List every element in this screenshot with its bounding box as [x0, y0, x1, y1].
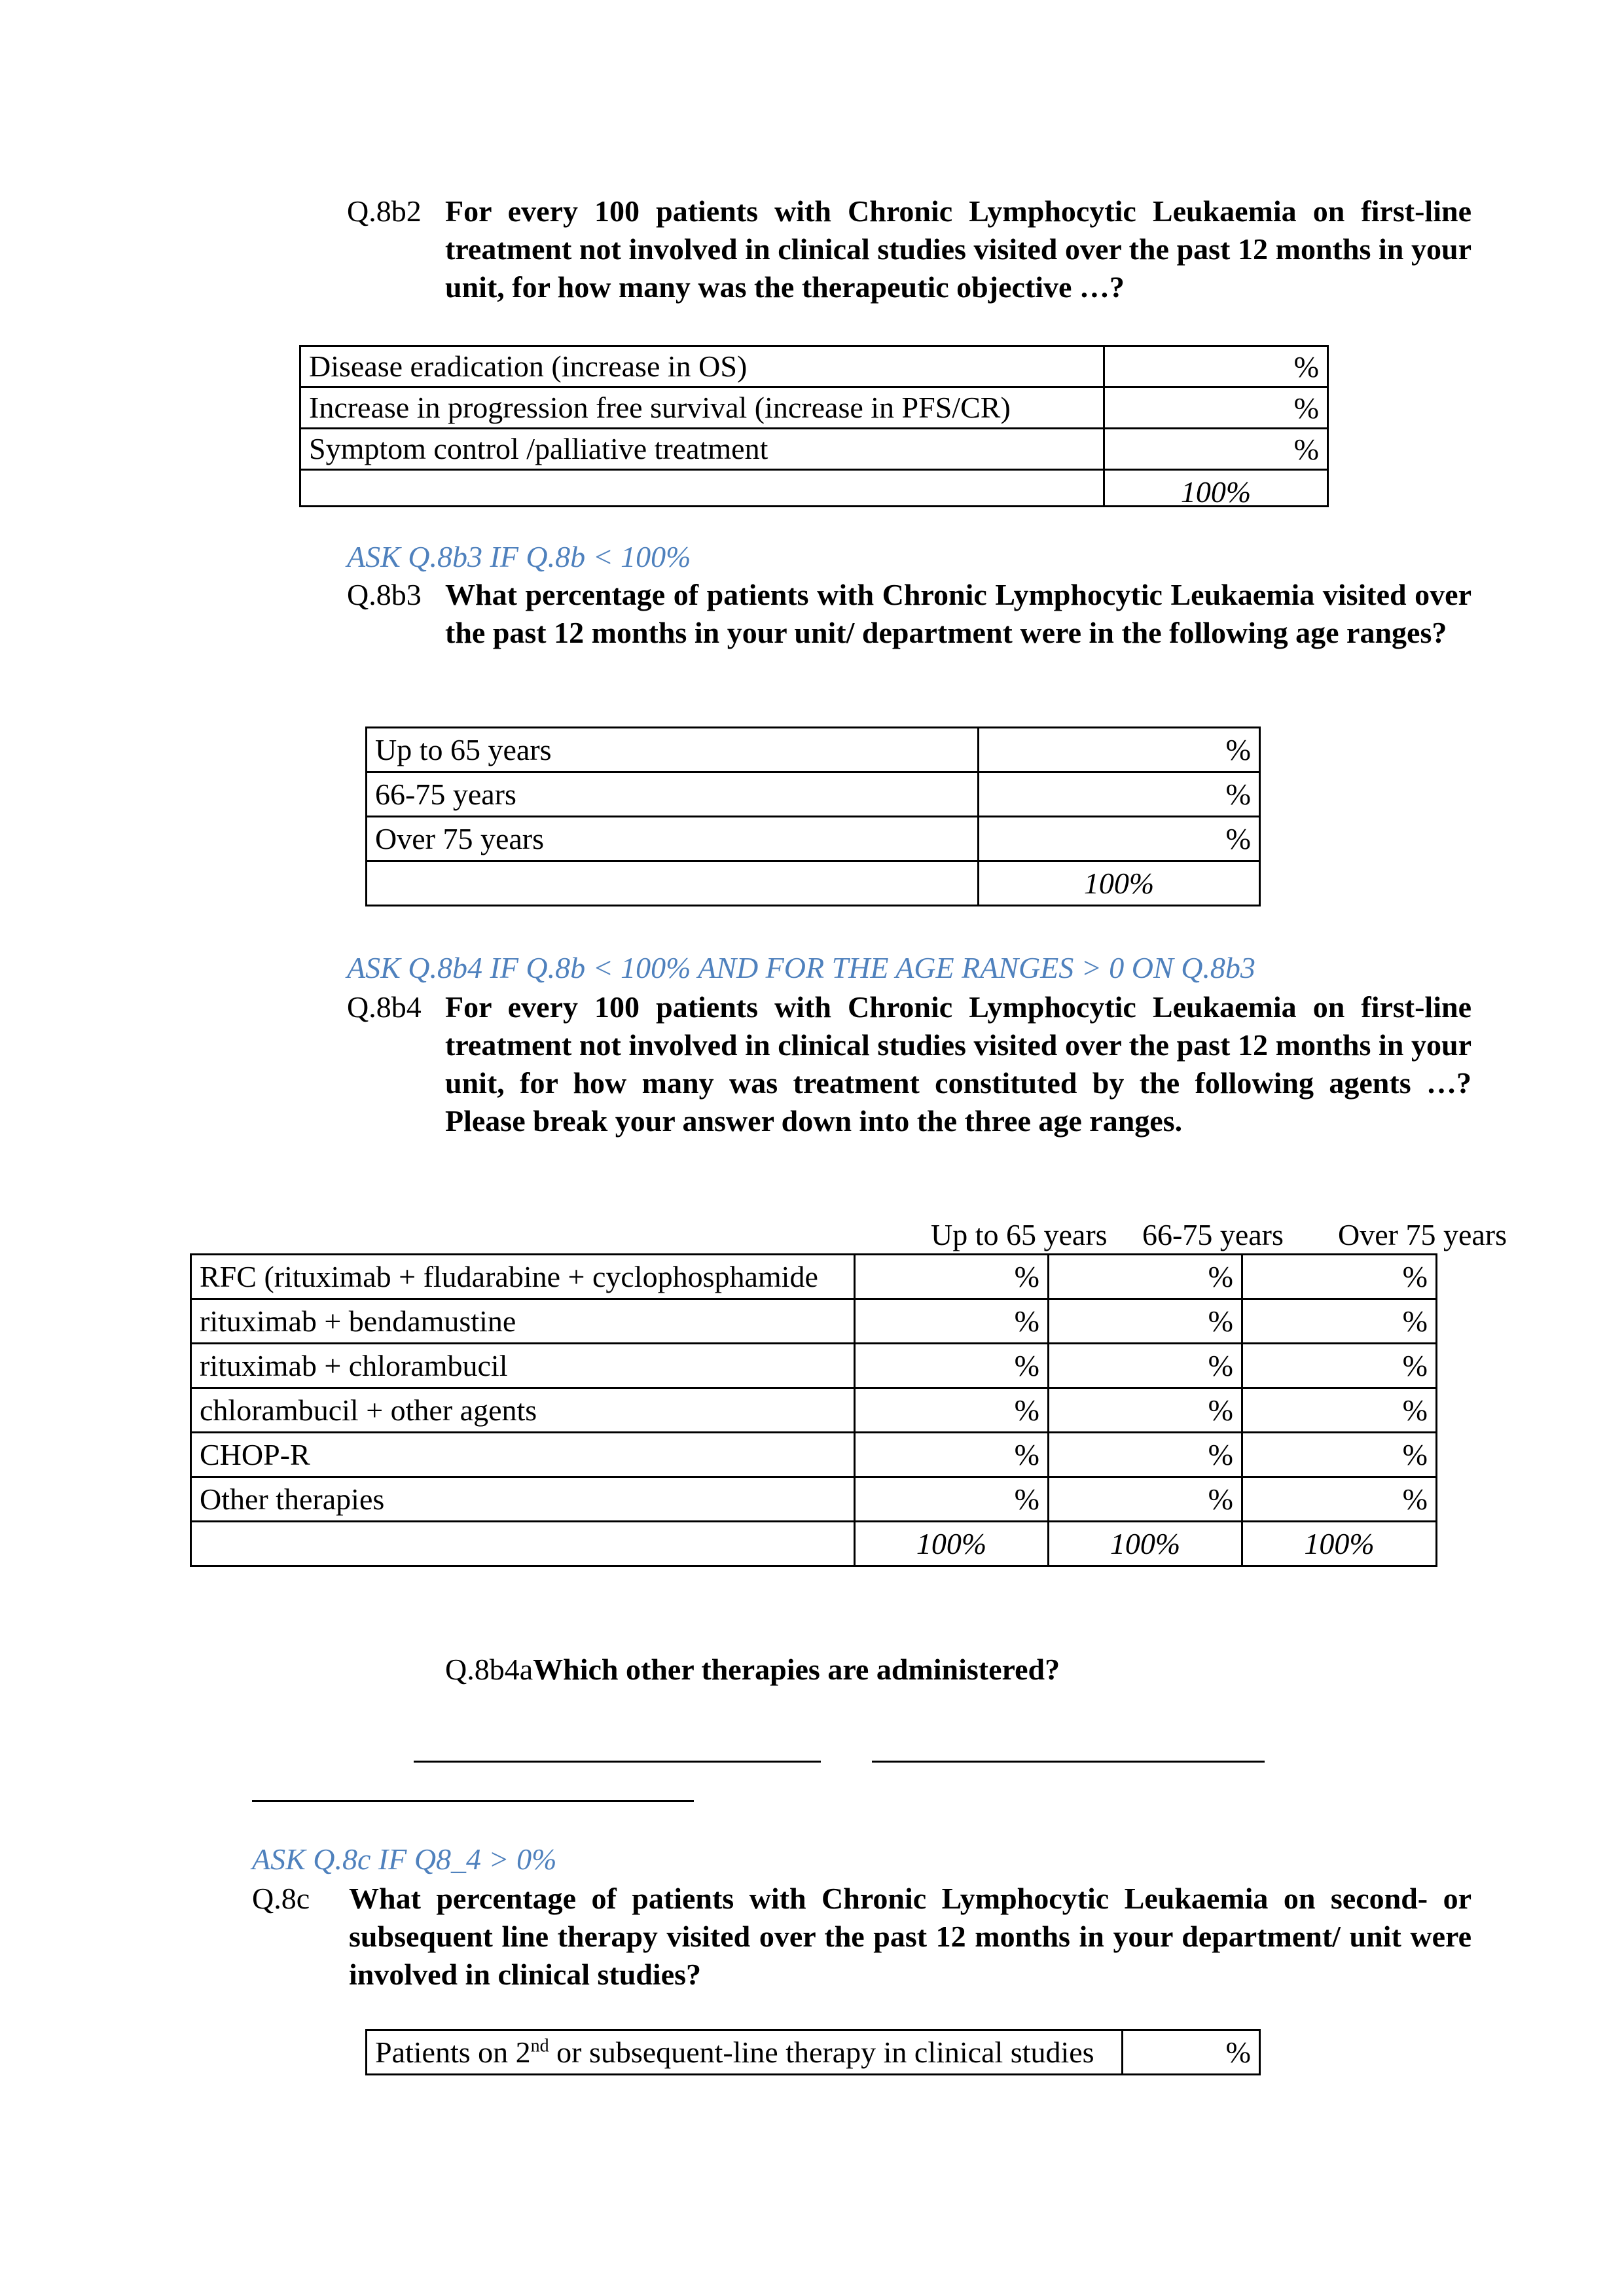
- question-number: Q.8b2: [347, 194, 422, 228]
- row-label: 66-75 years: [367, 772, 979, 817]
- question-number: Q.8c: [252, 1882, 310, 1915]
- percent-input[interactable]: %: [1104, 346, 1328, 387]
- row-label: Up to 65 years: [367, 728, 979, 772]
- total-row: [191, 1522, 1437, 1566]
- percent-input[interactable]: %: [1123, 2030, 1260, 2075]
- objective-table: [299, 345, 1329, 507]
- percent-input[interactable]: %: [1049, 1433, 1242, 1477]
- total-row: [367, 861, 1260, 906]
- row-label: chlorambucil + other agents: [191, 1388, 855, 1433]
- percent-input[interactable]: %: [1242, 1433, 1437, 1477]
- total-value: 100%: [979, 861, 1260, 906]
- question-text: What percentage of patients with Chronic Lymphocytic Leukaemia visited over the past 12 months in your unit/ department were in the following age ranges?: [445, 578, 1471, 649]
- column-header: 66-75 years: [1142, 1218, 1284, 1251]
- row-label: CHOP-R: [191, 1433, 855, 1477]
- answer-line[interactable]: [252, 1800, 694, 1802]
- table-row: [367, 772, 1260, 817]
- table-row: [300, 346, 1328, 387]
- percent-input[interactable]: %: [1049, 1344, 1242, 1388]
- percent-input[interactable]: %: [1049, 1388, 1242, 1433]
- question-text: What percentage of patients with Chronic Lymphocytic Leukaemia on second- or subsequent line therapy visited over the past 12 months in your department/ unit were involved in clinical studies?: [349, 1882, 1471, 1991]
- percent-input[interactable]: %: [855, 1255, 1049, 1299]
- question-text: Which other therapies are administered?: [533, 1653, 1060, 1686]
- table-row: [367, 817, 1260, 861]
- row-label: Patients on 2nd or subsequent-line therapy in clinical studies: [367, 2030, 1123, 2075]
- question-number: Q.8b3: [347, 578, 422, 611]
- table-row: [367, 2030, 1260, 2075]
- row-label: Over 75 years: [367, 817, 979, 861]
- percent-input[interactable]: %: [1049, 1299, 1242, 1344]
- table-row: [300, 387, 1328, 429]
- percent-input[interactable]: %: [1104, 387, 1328, 429]
- percent-input[interactable]: %: [1049, 1477, 1242, 1522]
- row-label: Symptom control /palliative treatment: [300, 429, 1104, 470]
- column-header: Up to 65 years: [931, 1218, 1108, 1251]
- percent-input[interactable]: %: [1242, 1344, 1437, 1388]
- row-label: Other therapies: [191, 1477, 855, 1522]
- total-value: 100%: [1104, 470, 1328, 507]
- table-row: [300, 429, 1328, 470]
- row-label: rituximab + bendamustine: [191, 1299, 855, 1344]
- clinical-studies-table: [365, 2029, 1261, 2075]
- routing-instruction: ASK Q.8b3 IF Q.8b < 100%: [347, 540, 691, 573]
- question-text: For every 100 patients with Chronic Lymphocytic Leukaemia on first-line treatment not involved in clinical studies visited over the past 12 months in your unit, for how many was treatment constituted by the following agents …? Please break your answer down into the three age ranges.: [445, 990, 1471, 1138]
- treatment-agents-table: [190, 1253, 1437, 1567]
- table-row: [191, 1299, 1437, 1344]
- table-row: [191, 1255, 1437, 1299]
- table-row: [191, 1433, 1437, 1477]
- table-row: [191, 1388, 1437, 1433]
- percent-input[interactable]: %: [855, 1344, 1049, 1388]
- total-value: 100%: [1049, 1522, 1242, 1566]
- table-row: [191, 1344, 1437, 1388]
- percent-input[interactable]: %: [855, 1477, 1049, 1522]
- total-value: 100%: [855, 1522, 1049, 1566]
- table-row: [191, 1477, 1437, 1522]
- row-label: Increase in progression free survival (increase in PFS/CR): [300, 387, 1104, 429]
- percent-input[interactable]: %: [1242, 1299, 1437, 1344]
- percent-input[interactable]: %: [1104, 429, 1328, 470]
- routing-instruction: ASK Q.8c IF Q8_4 > 0%: [252, 1842, 557, 1876]
- question-text: For every 100 patients with Chronic Lymphocytic Leukaemia on first-line treatment not involved in clinical studies visited over the past 12 months in your unit, for how many was the therapeutic objective …?: [445, 194, 1471, 304]
- percent-input[interactable]: %: [979, 817, 1260, 861]
- question-number: Q.8b4a: [445, 1653, 533, 1686]
- percent-input[interactable]: %: [855, 1299, 1049, 1344]
- row-label: RFC (rituximab + fludarabine + cyclophosphamide: [191, 1255, 855, 1299]
- percent-input[interactable]: %: [1242, 1477, 1437, 1522]
- total-row: [300, 470, 1328, 507]
- row-label: rituximab + chlorambucil: [191, 1344, 855, 1388]
- percent-input[interactable]: %: [979, 728, 1260, 772]
- question-number: Q.8b4: [347, 990, 422, 1024]
- percent-input[interactable]: %: [1242, 1255, 1437, 1299]
- routing-instruction: ASK Q.8b4 IF Q.8b < 100% AND FOR THE AGE RANGES > 0 ON Q.8b3: [347, 951, 1255, 984]
- column-header: Over 75 years: [1338, 1218, 1507, 1251]
- answer-line[interactable]: [872, 1761, 1265, 1763]
- table-row: [367, 728, 1260, 772]
- percent-input[interactable]: %: [855, 1388, 1049, 1433]
- row-label: Disease eradication (increase in OS): [300, 346, 1104, 387]
- age-range-table: [365, 726, 1261, 906]
- answer-line[interactable]: [414, 1761, 821, 1763]
- open-question: [445, 1651, 1060, 1689]
- percent-input[interactable]: %: [979, 772, 1260, 817]
- percent-input[interactable]: %: [1242, 1388, 1437, 1433]
- total-value: 100%: [1242, 1522, 1437, 1566]
- percent-input[interactable]: %: [1049, 1255, 1242, 1299]
- percent-input[interactable]: %: [855, 1433, 1049, 1477]
